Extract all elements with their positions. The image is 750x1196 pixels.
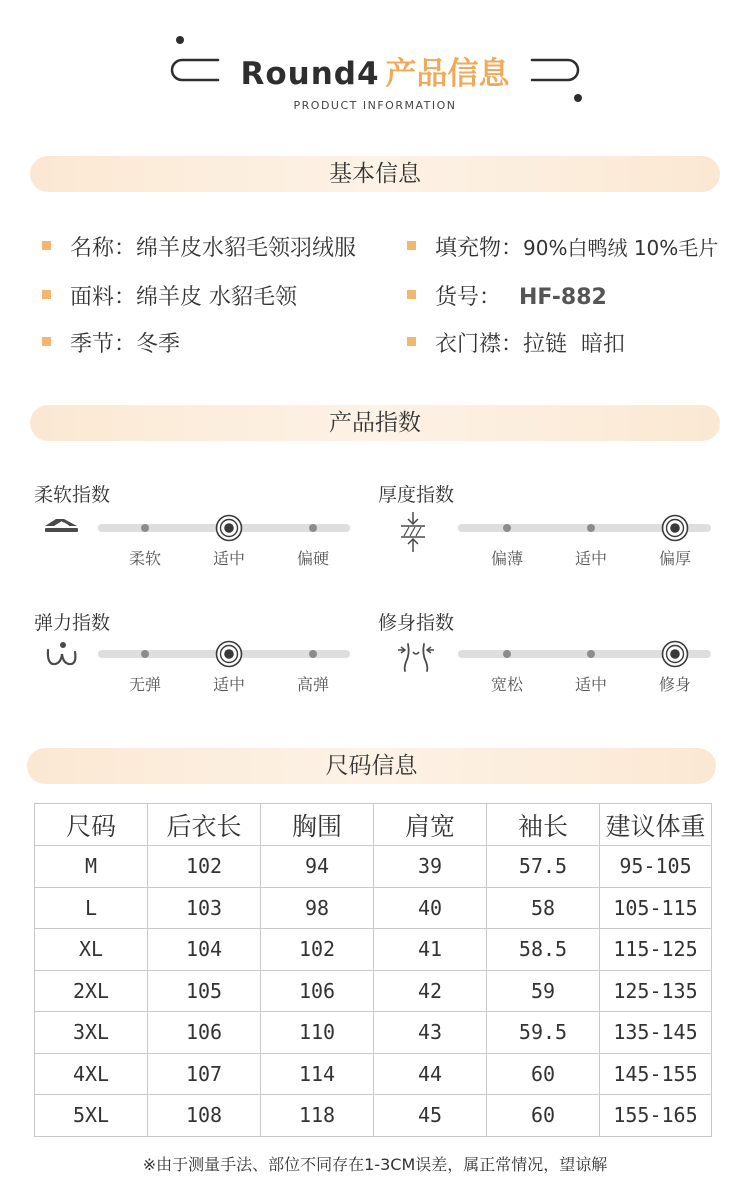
column-header-chest: 胸围 [261, 804, 374, 846]
index-selected-marker [661, 514, 689, 542]
index-dot [587, 650, 595, 658]
table-cell: XL [35, 929, 148, 971]
table-cell: 104 [148, 929, 261, 971]
info-label: 填充物： [435, 236, 524, 261]
table-cell: 59.5 [487, 1012, 600, 1054]
table-row [35, 1095, 712, 1137]
info-name [42, 231, 356, 262]
index-level-label: 高弹 [296, 675, 329, 694]
bullet-icon [407, 241, 416, 250]
table-row [35, 1012, 712, 1054]
bullet-icon [407, 290, 416, 299]
info-value: 绵羊皮 水貂毛领 [136, 285, 298, 310]
column-header-sleeve: 袖长 [487, 804, 600, 846]
info-value: 拉链 暗扣 [523, 332, 626, 357]
section-heading: 基本信息 [329, 161, 421, 187]
index-selected-marker [215, 514, 243, 542]
column-header-back-length: 后衣长 [148, 804, 261, 846]
table-cell: 94 [261, 846, 374, 888]
index-title-thickness: 厚度指数 [378, 484, 455, 506]
table-cell: 58.5 [487, 929, 600, 971]
info-fabric [42, 280, 297, 311]
table-cell: 58 [487, 887, 600, 929]
size-table [34, 803, 712, 1137]
section-size-info [27, 748, 716, 784]
index-level-label: 偏硬 [296, 549, 329, 568]
table-cell: 41 [374, 929, 487, 971]
table-row [35, 887, 712, 929]
table-cell: 40 [374, 887, 487, 929]
bullet-icon [42, 290, 51, 299]
thickness-icon [398, 510, 428, 554]
info-value: HF-882 [519, 285, 607, 310]
section-basic-info [30, 156, 720, 192]
info-label: 名称： [70, 236, 137, 261]
table-cell: 5XL [35, 1095, 148, 1137]
page-title [0, 48, 750, 93]
table-cell: 105 [148, 970, 261, 1012]
info-label: 面料： [70, 285, 137, 310]
elasticity-icon [44, 640, 80, 670]
table-cell: M [35, 846, 148, 888]
info-label: 衣门襟： [435, 332, 524, 357]
table-cell: 42 [374, 970, 487, 1012]
table-cell: 118 [261, 1095, 374, 1137]
index-level-label: 适中 [212, 549, 245, 568]
fit-icon [396, 640, 436, 674]
index-title-softness: 柔软指数 [34, 484, 111, 506]
bullet-icon [42, 337, 51, 346]
table-cell: 43 [374, 1012, 487, 1054]
table-cell: 115-125 [600, 929, 712, 971]
index-selected-marker [661, 640, 689, 668]
info-item-number [407, 280, 607, 311]
index-level-label: 适中 [212, 675, 245, 694]
table-cell: 106 [148, 1012, 261, 1054]
table-cell: 110 [261, 1012, 374, 1054]
softness-icon [42, 516, 82, 538]
table-cell: 102 [261, 929, 374, 971]
index-level-label: 无弹 [128, 675, 161, 694]
section-heading: 产品指数 [329, 410, 421, 436]
size-table-body [35, 846, 712, 1137]
table-cell: 102 [148, 846, 261, 888]
index-dot [309, 524, 317, 532]
section-heading: 尺码信息 [325, 753, 418, 779]
table-cell: 106 [261, 970, 374, 1012]
table-cell: 60 [487, 1095, 600, 1137]
title-chinese: 产品信息 [385, 56, 510, 92]
table-cell: 44 [374, 1053, 487, 1095]
column-header-weight: 建议体重 [600, 804, 712, 846]
info-value: 冬季 [136, 332, 181, 357]
table-cell: 4XL [35, 1053, 148, 1095]
table-row [35, 929, 712, 971]
table-cell: 2XL [35, 970, 148, 1012]
size-footnote: ※由于测量手法、部位不同存在1-3CM误差，属正常情况，望谅解 [142, 1155, 608, 1174]
table-cell: 59 [487, 970, 600, 1012]
index-level-label: 柔软 [128, 549, 161, 568]
table-cell: 3XL [35, 1012, 148, 1054]
index-level-label: 偏厚 [658, 549, 691, 568]
index-level-label: 宽松 [490, 675, 523, 694]
section-product-index [30, 405, 720, 441]
table-cell: 105-115 [600, 887, 712, 929]
bullet-icon [42, 241, 51, 250]
table-cell: 108 [148, 1095, 261, 1137]
table-cell: 45 [374, 1095, 487, 1137]
table-cell: L [35, 887, 148, 929]
page-header [0, 0, 750, 130]
bullet-icon [407, 337, 416, 346]
index-level-label: 修身 [658, 675, 691, 694]
table-cell: 57.5 [487, 846, 600, 888]
table-cell: 107 [148, 1053, 261, 1095]
table-row [35, 1053, 712, 1095]
index-dot [141, 524, 149, 532]
table-cell: 103 [148, 887, 261, 929]
info-label: 季节： [70, 332, 137, 357]
info-value: 绵羊皮水貂毛领羽绒服 [136, 236, 357, 261]
column-header-size: 尺码 [35, 804, 148, 846]
table-row [35, 846, 712, 888]
index-selected-marker [215, 640, 243, 668]
column-header-shoulder: 肩宽 [374, 804, 487, 846]
table-row [35, 970, 712, 1012]
table-cell: 114 [261, 1053, 374, 1095]
index-dot [141, 650, 149, 658]
info-value: 90%白鸭绒 10%毛片 [523, 236, 719, 260]
table-cell: 125-135 [600, 970, 712, 1012]
index-level-label: 偏薄 [490, 549, 523, 568]
table-cell: 95-105 [600, 846, 712, 888]
table-cell: 60 [487, 1053, 600, 1095]
index-title-elasticity: 弹力指数 [34, 612, 111, 634]
table-cell: 39 [374, 846, 487, 888]
index-level-label: 适中 [574, 675, 607, 694]
info-filling [407, 231, 718, 262]
table-cell: 135-145 [600, 1012, 712, 1054]
table-cell: 145-155 [600, 1053, 712, 1095]
index-dot [309, 650, 317, 658]
index-dot [587, 524, 595, 532]
index-level-label: 适中 [574, 549, 607, 568]
index-title-fit: 修身指数 [378, 612, 455, 634]
index-dot [503, 524, 511, 532]
info-label: 货号： [435, 285, 502, 310]
info-season [42, 327, 180, 358]
index-dot [503, 650, 511, 658]
table-cell: 98 [261, 887, 374, 929]
table-cell: 155-165 [600, 1095, 712, 1137]
title-english: Round4 [240, 56, 380, 92]
size-table-header [35, 804, 712, 846]
page-subtitle: PRODUCT INFORMATION [293, 99, 457, 112]
info-closure [407, 327, 625, 358]
